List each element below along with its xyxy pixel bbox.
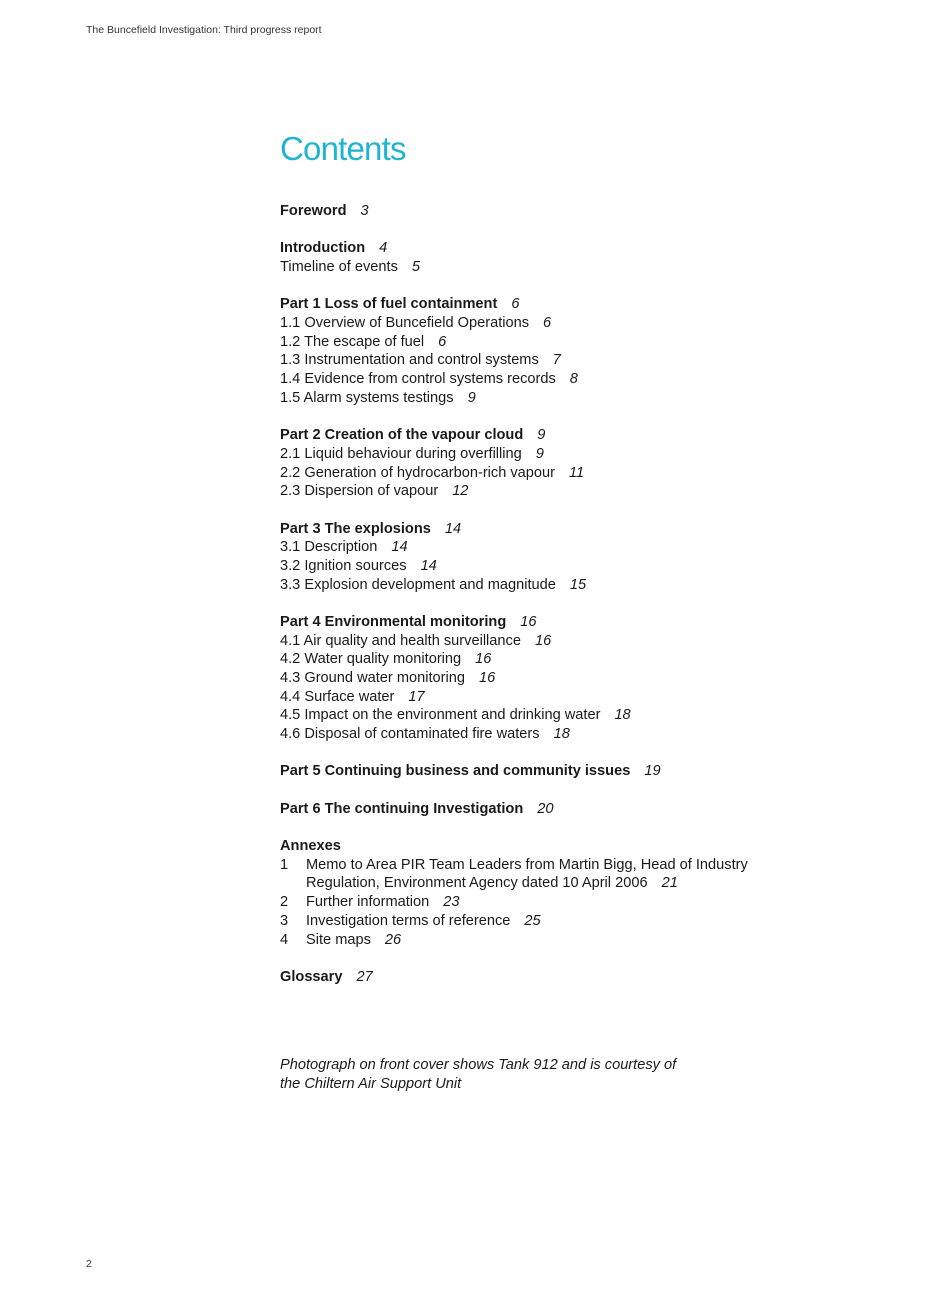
toc-item[interactable] [280,389,840,408]
entry-title: 4.5 Impact on the environment and drinking water [280,707,601,724]
entry-title: Part 5 Continuing business and community issues [280,763,631,780]
entry-title: 4.1 Air quality and health surveillance [280,632,521,649]
annex-index: 3 [280,912,289,929]
annex-index: 4 [280,931,289,948]
toc-item[interactable] [280,650,840,669]
annex-line-text: Regulation, Environment Agency dated 10 April 2006 [306,875,648,892]
running-header: The Buncefield Investigation: Third progress report [86,24,322,36]
entry-title: 1.5 Alarm systems testings [280,389,454,406]
entry-page-number: 18 [614,707,631,724]
annex-text-line [306,912,840,931]
entry-title: 4.3 Ground water monitoring [280,670,465,687]
entry-page-number: 14 [444,520,462,537]
entry-page-number: 6 [511,296,520,313]
annex-text [306,893,840,912]
entry-title: Foreword [280,203,347,219]
entry-title: 1.2 The escape of fuel [280,333,425,350]
entry-title: Part 4 Environmental monitoring [280,613,507,630]
toc-heading[interactable] [280,520,840,539]
toc-item[interactable] [280,688,840,707]
annex-line-text: Further information [306,894,430,911]
page-number: 2 [86,1258,92,1270]
entry-page-number: 23 [443,894,460,911]
annexes-heading: Annexes [280,838,341,855]
entry-title: Part 3 The explosions [280,520,431,537]
toc-section [280,520,840,595]
toc-section [280,762,840,781]
entry-page-number: 15 [569,576,587,593]
toc-heading[interactable] [280,295,840,314]
toc-section [280,426,840,501]
entry-page-number: 8 [569,371,578,388]
toc-item[interactable] [280,706,840,725]
annex-text-line [306,856,840,875]
toc-heading[interactable] [280,239,840,258]
toc-annexes [280,837,840,949]
toc-section [280,613,840,744]
toc-heading[interactable] [280,762,840,781]
annex-text-line [306,931,840,950]
entry-title: Glossary [280,968,343,985]
entry-title: 2.1 Liquid behaviour during overfilling [280,445,522,462]
toc-item[interactable] [280,576,840,595]
annex-item[interactable] [280,912,840,931]
toc-item[interactable] [280,725,840,744]
annex-text [306,931,840,950]
entry-page-number: 21 [661,875,678,892]
entry-page-number: 17 [408,688,425,705]
entry-title: Introduction [280,240,366,257]
entry-title: 3.2 Ignition sources [280,557,407,574]
entry-page-number: 16 [534,632,552,649]
annex-item[interactable] [280,856,840,893]
toc-item[interactable] [280,557,840,576]
toc-item[interactable] [280,464,840,483]
entry-page-number: 7 [552,352,561,369]
toc-heading[interactable] [280,202,840,221]
annex-line-text: Investigation terms of reference [306,912,511,929]
entry-page-number: 6 [438,333,447,350]
annex-index: 2 [280,894,289,911]
toc-item[interactable] [280,370,840,389]
toc-section [280,202,840,221]
annex-text [306,912,840,931]
entry-page-number: 20 [537,800,554,817]
entry-title: 2.3 Dispersion of vapour [280,483,439,500]
toc-item[interactable] [280,351,840,370]
annex-item[interactable] [280,931,840,950]
entry-title: 3.1 Description [280,539,378,556]
table-of-contents [280,130,840,1005]
entry-title: 3.3 Explosion development and magnitude [280,576,556,593]
entry-page-number: 9 [467,389,476,406]
toc-heading[interactable] [280,613,840,632]
toc-item[interactable] [280,632,840,651]
entry-title: 4.2 Water quality monitoring [280,651,462,668]
annex-text-line [306,874,840,893]
annex-text [306,856,840,893]
entry-title: 4.4 Surface water [280,688,395,705]
entry-page-number: 4 [379,240,388,257]
entry-title: Part 6 The continuing Investigation [280,800,524,817]
toc-heading[interactable] [280,968,840,987]
entry-title: 1.4 Evidence from control systems records [280,371,556,388]
toc-section [280,239,840,276]
entry-page-number: 27 [356,968,373,985]
entry-page-number: 9 [537,427,546,444]
entry-title: 1.3 Instrumentation and control systems [280,352,539,369]
toc-heading[interactable] [280,426,840,445]
caption-line: the Chiltern Air Support Unit [280,1076,462,1093]
toc-glossary [280,968,840,987]
toc-item[interactable] [280,333,840,352]
entry-page-number: 11 [569,464,585,481]
entry-page-number: 6 [543,315,552,331]
entry-page-number: 3 [360,203,369,219]
annex-index: 1 [280,856,289,873]
entry-page-number: 5 [411,259,421,275]
toc-item[interactable] [280,314,840,333]
entry-title: 1.1 Overview of Buncefield Operations [280,315,530,331]
entry-page-number: 14 [420,557,437,574]
entry-title: 2.2 Generation of hydrocarbon-rich vapour [280,464,556,481]
entry-page-number: 9 [535,445,544,462]
entry-page-number: 18 [553,726,570,743]
toc-body [280,202,840,987]
entry-title: Timeline of events [280,259,398,275]
toc-item[interactable] [280,258,840,277]
caption-line: Photograph on front cover shows Tank 912 and is courtesy of [280,1057,677,1073]
entry-title: 4.6 Disposal of contaminated fire waters [280,726,540,743]
cover-photo-caption [280,1056,740,1095]
entry-page-number: 26 [384,931,402,948]
page-title: Contents [280,130,406,167]
entry-page-number: 16 [520,613,537,630]
entry-page-number: 14 [391,539,408,556]
annex-item[interactable] [280,893,840,912]
toc-heading[interactable] [280,800,840,819]
toc-item[interactable] [280,669,840,688]
entry-page-number: 12 [452,483,469,500]
annex-line-text: Site maps [306,931,371,948]
toc-item[interactable] [280,538,840,557]
entry-page-number: 16 [478,670,496,687]
annex-text-line [306,893,840,912]
entry-page-number: 25 [524,912,541,929]
entry-page-number: 19 [644,763,661,780]
toc-item[interactable] [280,445,840,464]
toc-item[interactable] [280,482,840,501]
entry-page-number: 16 [475,651,492,668]
toc-section [280,800,840,819]
toc-section [280,295,840,407]
entry-title: Part 1 Loss of fuel containment [280,296,498,313]
annex-line-text: Memo to Area PIR Team Leaders from Martin Bigg, Head of Industry [306,856,748,873]
entry-title: Part 2 Creation of the vapour cloud [280,427,524,444]
